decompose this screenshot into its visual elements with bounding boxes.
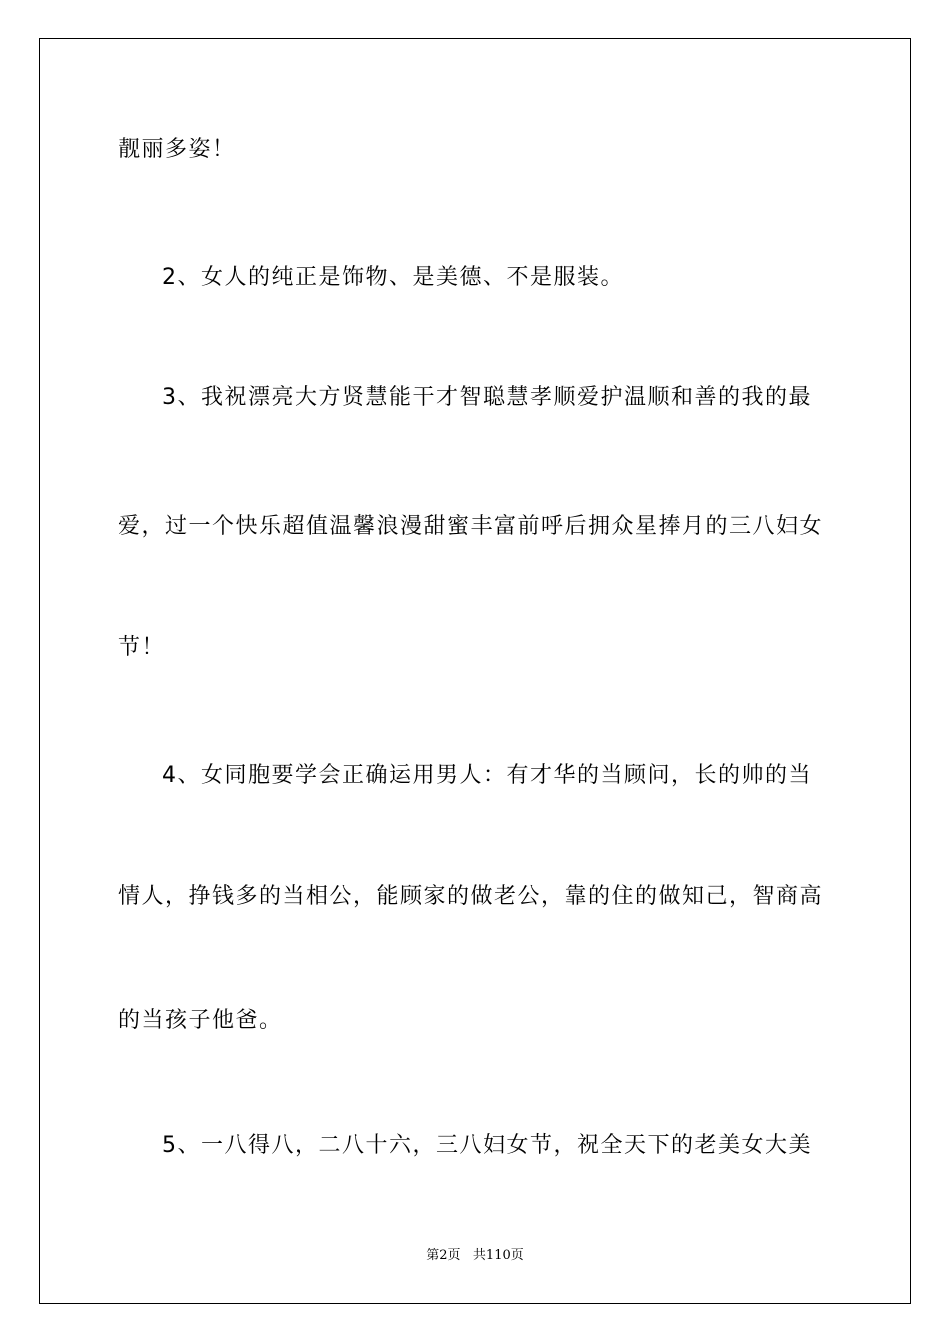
page-border bbox=[39, 38, 911, 1304]
text-line-2: 2、女人的纯正是饰物、是美德、不是服装。 bbox=[162, 265, 624, 290]
text-line-5: 节！ bbox=[118, 635, 166, 660]
text-line-8: 的当孩子他爸。 bbox=[118, 1008, 283, 1033]
page-footer: 第2页 共110页 bbox=[426, 1248, 524, 1263]
text-line-4: 爱，过一个快乐超值温馨浪漫甜蜜丰富前呼后拥众星捧月的三八妇女 bbox=[118, 514, 824, 539]
text-line-9: 5、一八得八，二八十六，三八妇女节，祝全天下的老美女大美 bbox=[162, 1133, 812, 1158]
text-line-7: 情人，挣钱多的当相公，能顾家的做老公，靠的住的做知己，智商高 bbox=[118, 884, 824, 909]
text-line-3: 3、我祝漂亮大方贤慧能干才智聪慧孝顺爱护温顺和善的我的最 bbox=[162, 385, 812, 410]
text-line-6: 4、女同胞要学会正确运用男人：有才华的当顾问，长的帅的当 bbox=[162, 763, 812, 788]
text-line-1: 靓丽多姿！ bbox=[118, 137, 236, 162]
